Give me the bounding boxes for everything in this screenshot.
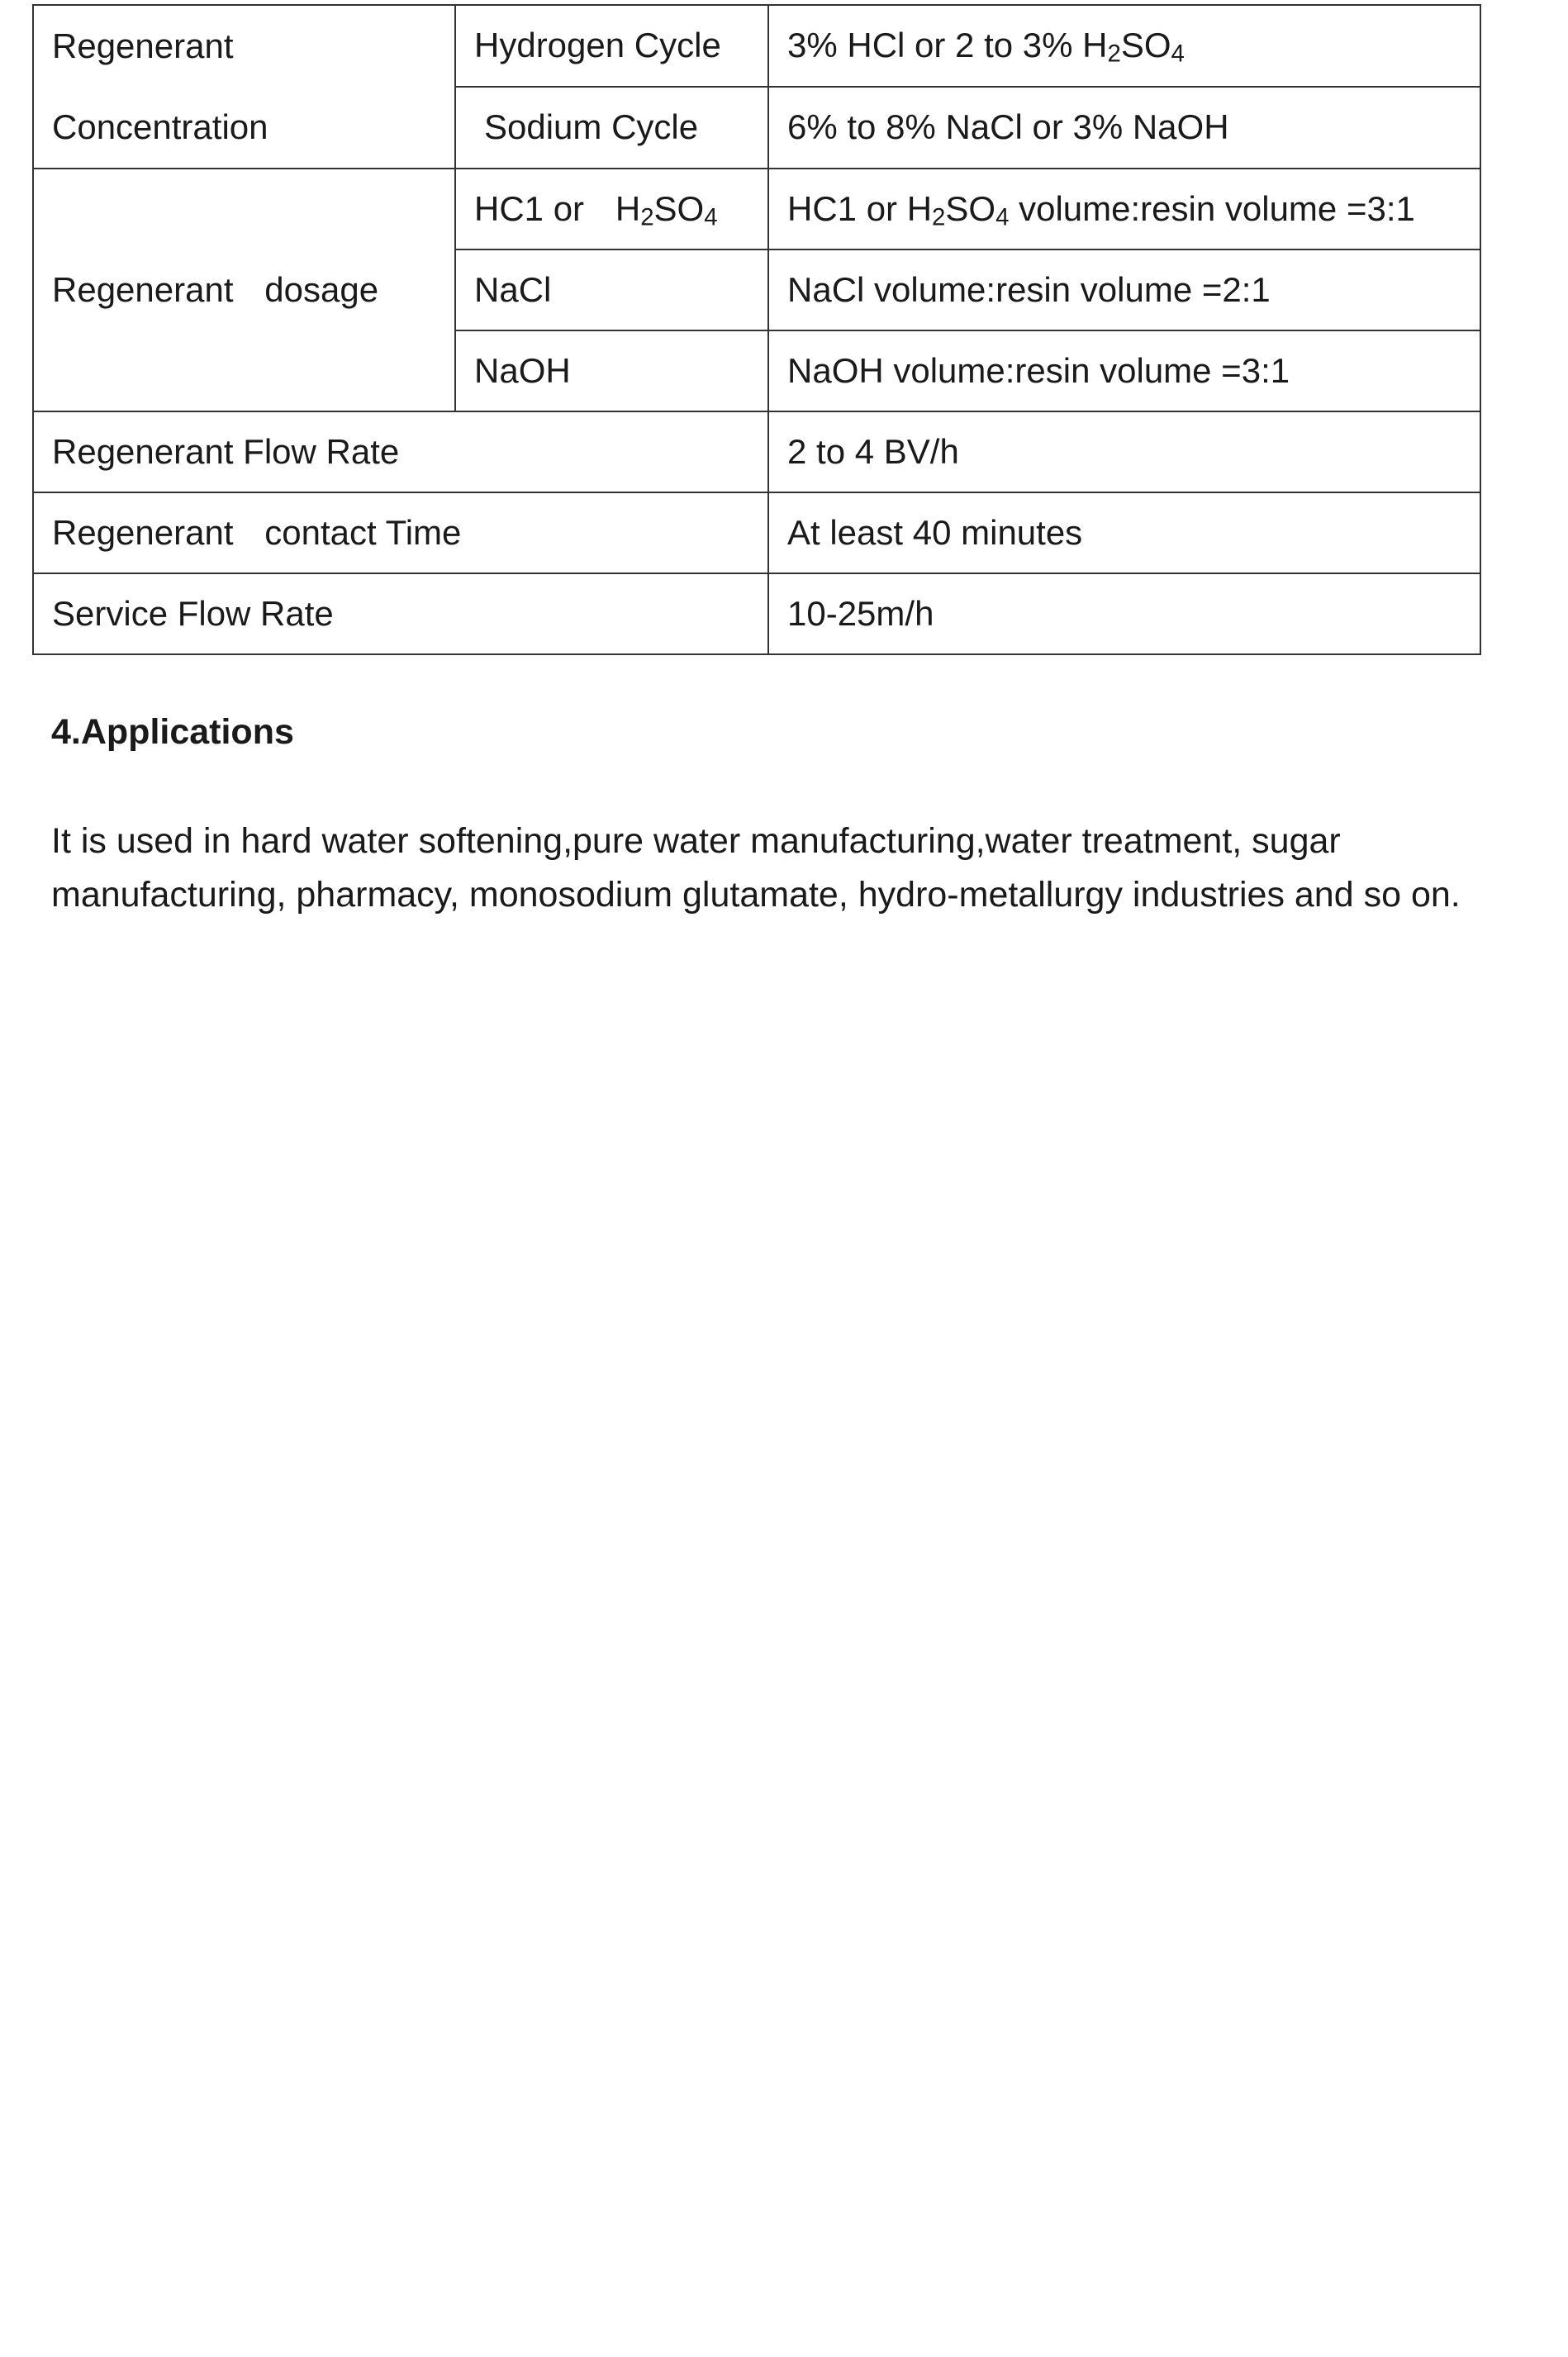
hydrogen-cycle-label: Hydrogen Cycle [455,5,768,87]
regenerant-concentration-label-line2: Concentration [52,107,268,146]
acid-regenerant-value: HC1 or H2SO4 volume:resin volume =3:1 [768,169,1480,249]
naoh-label: NaOH [455,330,768,411]
sodium-cycle-value: 6% to 8% NaCl or 3% NaOH [768,87,1480,169]
table-row [33,492,1480,573]
table-row [33,411,1480,492]
regenerant-flow-rate-value: 2 to 4 BV/h [768,411,1480,492]
service-flow-rate-value: 10-25m/h [768,573,1480,654]
regenerant-contact-time-label: Regenerant contact Time [33,492,768,573]
regenerant-concentration-label-cell [33,5,455,169]
regenerant-dosage-label: Regenerant dosage [33,169,455,411]
nacl-value: NaCl volume:resin volume =2:1 [768,249,1480,330]
applications-line-1: It is used in hard water softening,pure water manufacturing,water treatment, sugar [51,821,1341,861]
applications-paragraph [51,815,1538,922]
naoh-value: NaOH volume:resin volume =3:1 [768,330,1480,411]
nacl-label: NaCl [455,249,768,330]
service-flow-rate-label: Service Flow Rate [33,573,768,654]
applications-heading: 4.Applications [51,712,294,752]
acid-regenerant-label: HC1 or H2SO4 [455,169,768,249]
table-row [33,169,1480,249]
regenerant-flow-rate-label: Regenerant Flow Rate [33,411,768,492]
table-row [33,5,1480,87]
table-row [33,573,1480,654]
hydrogen-cycle-value: 3% HCl or 2 to 3% H2SO4 [768,5,1480,87]
regenerant-concentration-label-line1: Regenerant [52,26,234,65]
specification-table [32,4,1481,655]
regenerant-contact-time-value: At least 40 minutes [768,492,1480,573]
sodium-cycle-label: Sodium Cycle [455,87,768,169]
applications-line-2: manufacturing, pharmacy, monosodium glutamate, hydro-metallurgy industries and so on. [51,875,1461,915]
